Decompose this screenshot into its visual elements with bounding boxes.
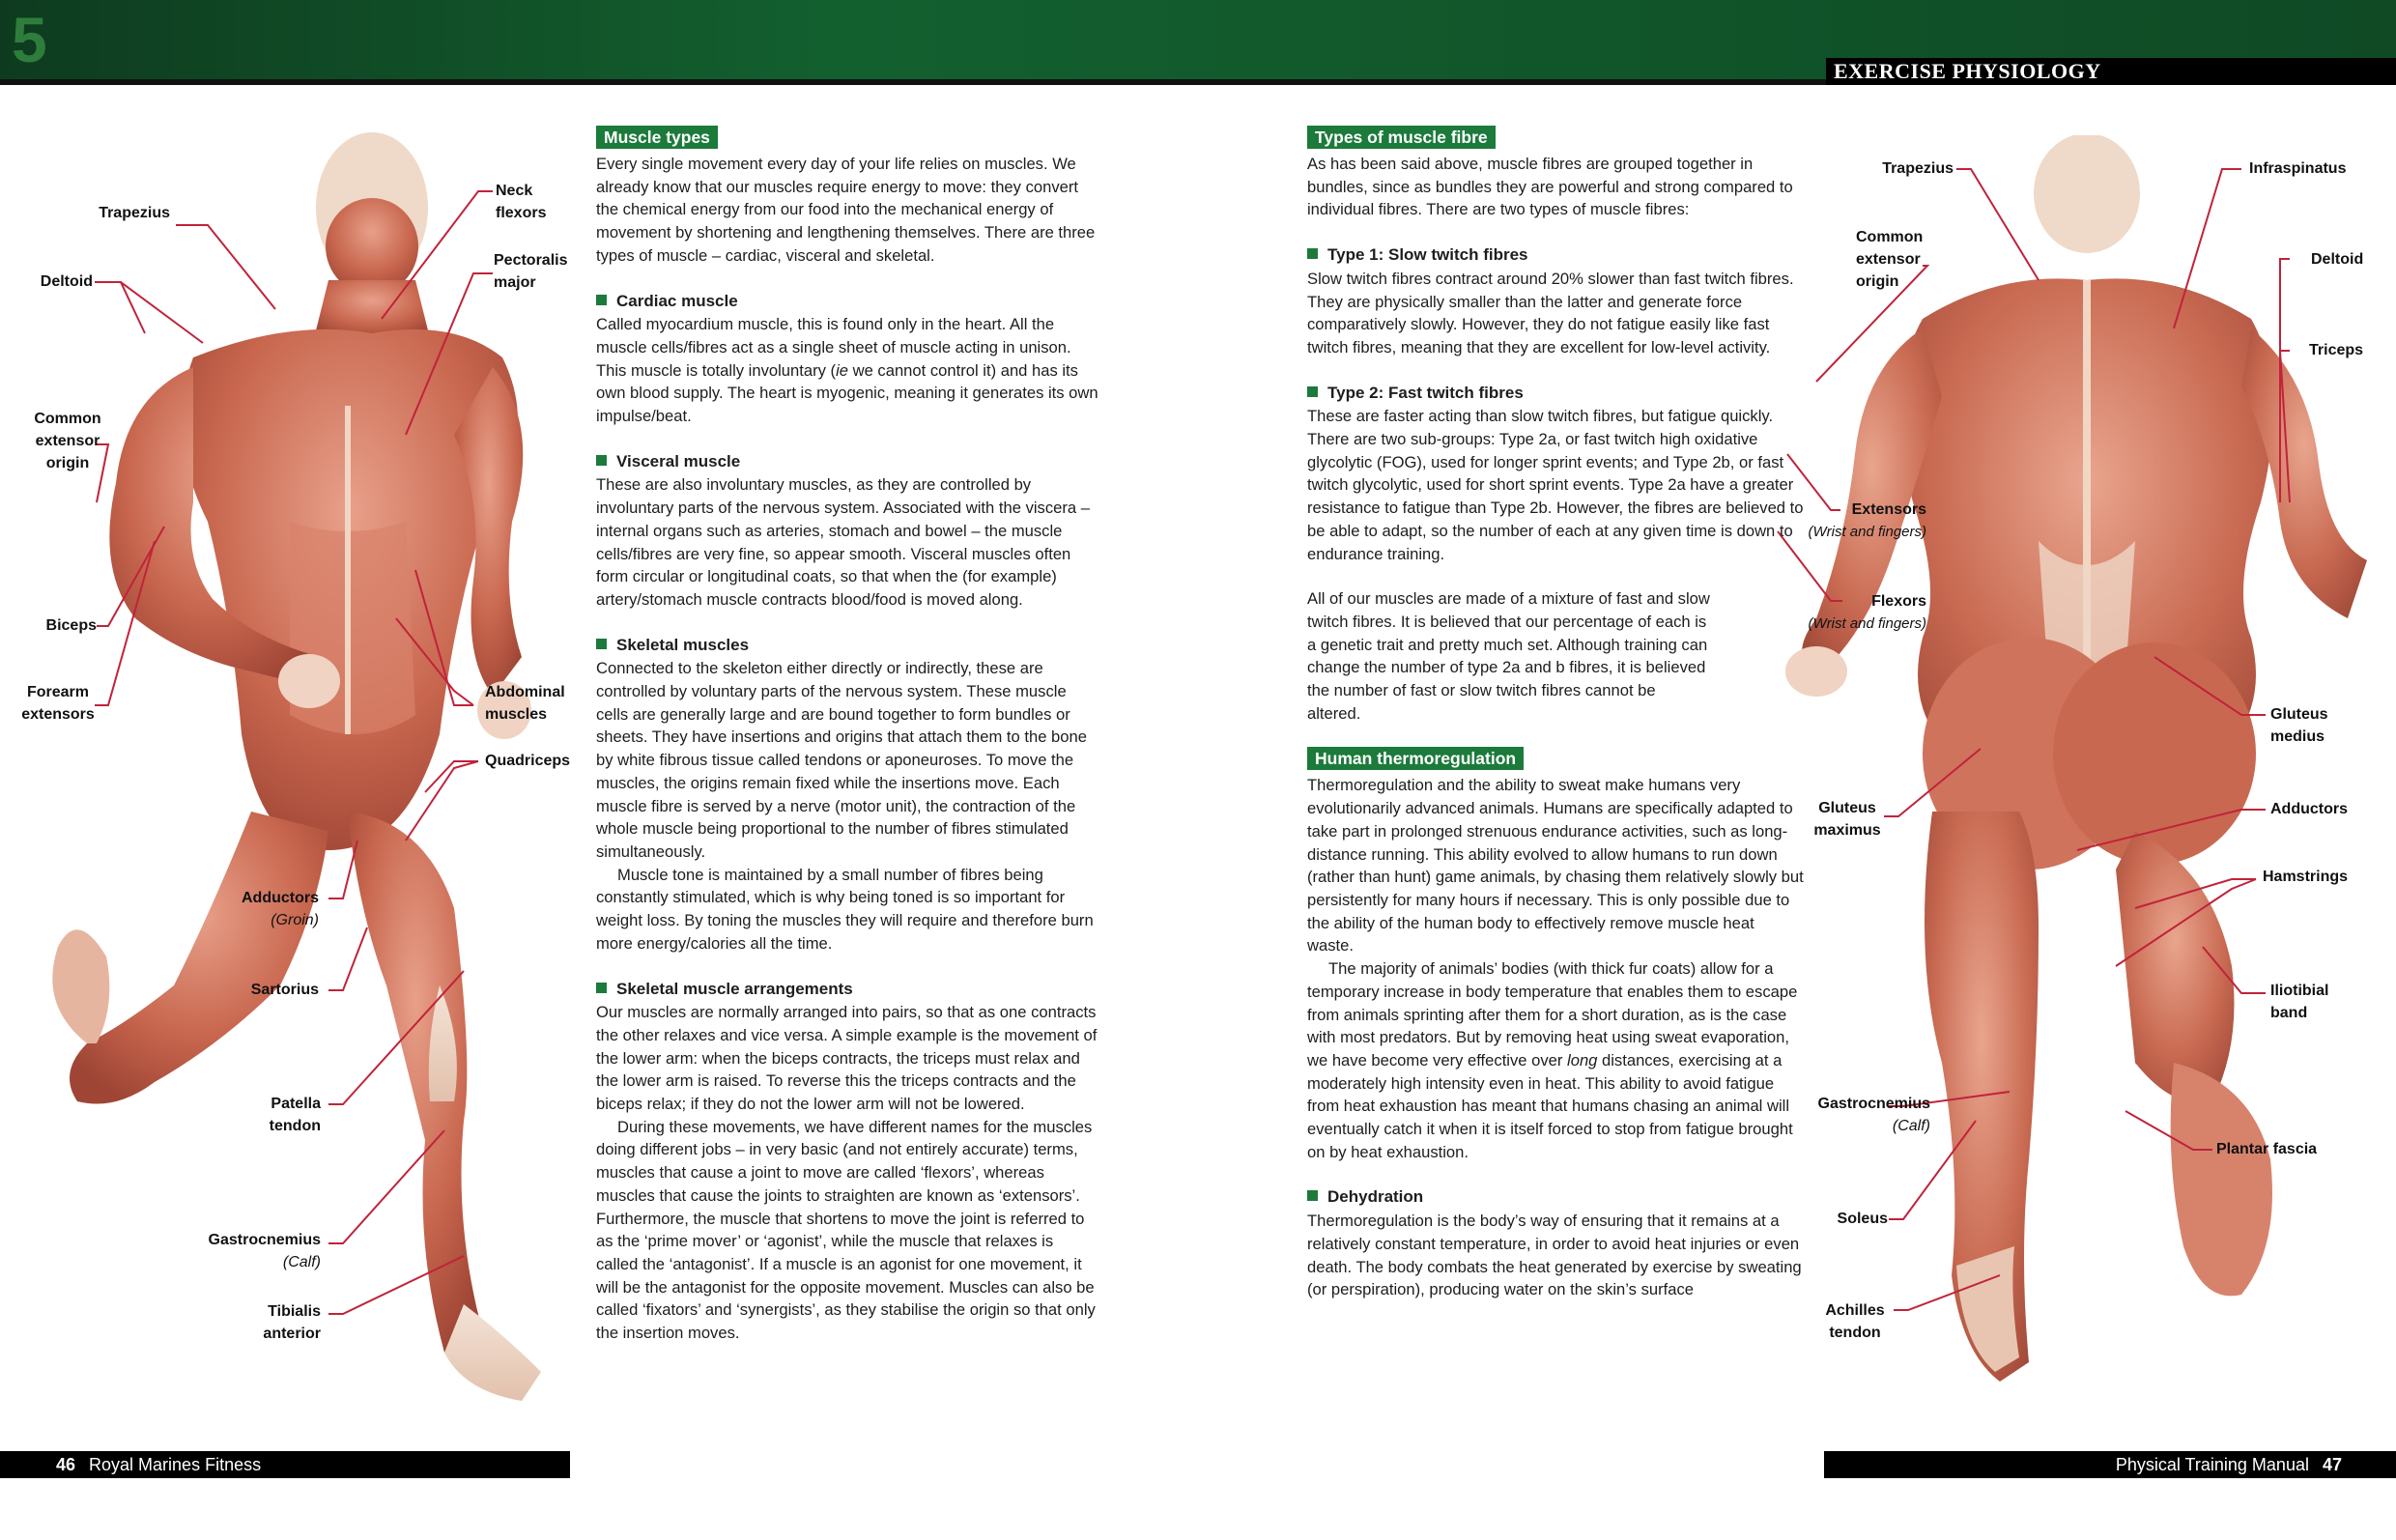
label-infraspinatus: Infraspinatus [2249,160,2347,177]
bullet-square-icon [596,983,607,993]
bullet-square-icon [1307,386,1318,397]
label-common-extensor-front: Common extensor origin [34,411,101,471]
cardiac-body: Called myocardium muscle, this is found only in the heart. All the muscle cells/fibres act as a single sheet of muscle acting in unison. This muscle is totally involuntary (ie we cannot control it) and has its own blood supply. The heart is myogenic, meaning it generates its own impulse/beat. [596,315,1098,426]
bullet-square-icon [1307,248,1318,259]
chapter-number: 5 [12,4,47,75]
label-tibialis-anterior: Tibialis anterior [263,1303,321,1342]
page-number-left: 46 [56,1455,76,1474]
label-achilles-tendon: Achilles tendon [1825,1302,1885,1341]
heading-thermoregulation: Human thermoregulation [1307,747,1524,770]
thermo-body-2: The majority of animals’ bodies (with thick fur coats) allow for a temporary increase in body temperature that enables them to escape from animals sprinting after them for a short duration, as is the case with most predators. But by removing heat using sweat evaporation, we have become very effective over long distances, exercising at a moderately high intensity even in heat. This ability to avoid fatigue from heat exhaustion has meant that humans chasing an animal will eventually catch it when it is itself forced to stop from fatigue brought on by heat exhaustion. [1307,959,1798,1161]
label-gastrocnemius-back: Gastrocnemius (Calf) [1817,1096,1930,1134]
label-trapezius-front: Trapezius [99,205,170,221]
subheading-type2: Type 2: Fast twitch fibres [1307,382,1805,405]
right-text-column [1307,126,1805,1301]
label-sartorius: Sartorius [250,982,319,998]
label-forearm-extensors-front: Forearm extensors [21,684,95,723]
label-patella-tendon: Patella tendon [269,1096,321,1134]
label-trapezius-back: Trapezius [1882,160,1954,177]
skeletal-body-2: Muscle tone is maintained by a small number of fibres being constantly stimulated, which is why being toned is so important for weight loss. By toning the muscles they will require and therefore burn more energy/calories all the time. [596,865,1094,953]
arrangements-body-2: During these movements, we have different names for the muscles doing different jobs – in very basic (and not entirely accurate) terms, muscles that cause a joint to move are called ‘flexors’, whereas muscles that cause the joints to straighten are known as ‘extensors’. Furthermore, the muscle that shortens to move the joint is referred to as the ‘prime mover’ or ‘agonist’, while the muscle that relaxes is called the ‘antagonist’. If a muscle is an agonist for one movement, it will be the antagonist for the opposite movement. Muscles can also be called ‘fixators’ and ‘synergists’, as they stabilise the origin so that only the insertion moves. [596,1117,1096,1343]
thermo-body: Thermoregulation and the ability to sweat make humans very evolutionarily advanced animals. Humans are specifically adapted to take part in prolonged strenuous endurance activities, such as long-distance running. This ability evolved to allow humans to run down (rather than hunt) game animals, by chasing them relatively slowly but persistently for many hours if necessary. This is only possible due to the ability of the human body to effectively remove muscle heat waste. [1307,776,1804,955]
bullet-square-icon [596,639,607,649]
label-gastrocnemius-front: Gastrocnemius (Calf) [208,1232,321,1270]
visceral-body: These are also involuntary muscles, as they are controlled by involuntary parts of the nervous system. Associated with the viscera – internal organs such as arteries, stomach and bowel – the muscle cells/fibres are very fine, so appear smooth. Visceral muscles often form circular or longitudinal coats, so that when the (for example) artery/stomach muscle contracts blood/food is moved along. [596,475,1090,609]
label-adductors-front: Adductors (Groin) [242,890,319,928]
footer-right [1824,1451,2396,1478]
heading-muscle-fibre: Types of muscle fibre [1307,126,1496,149]
dehydration-body: Thermoregulation is the body’s way of ensuring that it remains at a relatively constant temperature, in order to avoid heat injuries or even death. The body combats the heat generated by exercise by sweating (or perspiration), producing water on the skin’s surface [1307,1212,1802,1299]
footer-left [0,1451,570,1478]
left-text-column [596,126,1098,1345]
fibre-mixture: All of our muscles are made of a mixture of fast and slow twitch fibres. It is believed that our percentage of each is a genetic trait and pretty much set. Although training can change the number of type 2a and b fibres, it is believed the number of fast or slow twitch fibres cannot be altered. [1307,589,1710,723]
heading-muscle-types: Muscle types [596,126,718,149]
label-hamstrings: Hamstrings [2263,869,2349,885]
label-gluteus-medius: Gluteus medius [2270,706,2328,745]
bullet-square-icon [596,295,607,305]
label-deltoid-back: Deltoid [2311,251,2364,268]
footer-right-title: Physical Training Manual [2115,1455,2309,1474]
subheading-visceral: Visceral muscle [596,450,1098,473]
fibre-intro: As has been said above, muscle fibres are grouped together in bundles, since as bundles they are powerful and strong compared to individual fibres. There are two types of muscle fibres: [1307,155,1793,219]
subheading-skeletal: Skeletal muscles [596,634,1098,657]
skeletal-body: Connected to the skeleton either directly or indirectly, these are controlled by voluntary parts of the nervous system. These muscle cells are generally large and are bound together to form bundles or sheets. They have insertions and origins that attach them to the bone by white fibrous tissue called tendons or aponeuroses. To move the muscles, the origins remain fixed while the insertions move. Each muscle fibre is served by a nerve (motor unit), the contraction of the whole muscle being proportional to the number of fibres stimulated simultaneously. [596,659,1087,861]
muscle-types-intro: Every single movement every day of your life relies on muscles. We already know that our muscles require energy to move: they convert the chemical energy from our food into the mechanical energy of movement by shortening and lengthening themselves. There are three types of muscle – cardiac, visceral and skeletal. [596,155,1096,265]
label-adductors-back: Adductors [2270,801,2348,817]
label-gluteus-maximus: Gluteus maximus [1813,800,1881,839]
label-pectoralis-major: Pectoralis major [494,252,568,291]
label-extensors-back: Extensors (Wrist and fingers) [1808,501,1926,540]
type2-body: These are faster acting than slow twitch fibres, but fatigue quickly. There are two sub-groups: Type 2a, or fast twitch high oxidative glycolytic (FOG), used for longer sprint events; and Type 2b, or fast twitch glycolytic, used for short sprint events. Type 2a have a greater resistance to fatigue than Type 2b. However, the fibres are believed to be able to adapt, so the number of each at any given time is down to endurance training. [1307,407,1804,563]
label-deltoid-front: Deltoid [40,273,93,290]
bullet-square-icon [1307,1190,1318,1201]
subheading-arrangements: Skeletal muscle arrangements [596,978,1098,1001]
page-number-right: 47 [2322,1455,2342,1474]
label-plantar-fascia: Plantar fascia [2216,1141,2318,1157]
label-triceps: Triceps [2309,342,2364,358]
footer-left-title: Royal Marines Fitness [89,1455,262,1474]
arrangements-body: Our muscles are normally arranged into pairs, so that as one contracts the other relaxes and vice versa. A simple example is the movement of the lower arm: when the biceps contracts, the triceps must relax and the lower arm is raised. To reverse this the triceps contracts and the biceps relax; if they do not the lower arm will not be lowered. [596,1003,1098,1114]
label-biceps-front: Biceps [45,617,97,634]
subheading-cardiac: Cardiac muscle [596,290,1098,313]
label-quadriceps: Quadriceps [485,753,571,769]
label-iliotibial-band: Iliotibial band [2270,983,2329,1021]
label-neck-flexors: Neck flexors [496,183,547,221]
bullet-square-icon [596,455,607,466]
subheading-type1: Type 1: Slow twitch fibres [1307,243,1805,267]
label-flexors-back: Flexors (Wrist and fingers) [1808,593,1926,632]
section-title: EXERCISE PHYSIOLOGY [1826,58,2396,85]
label-common-extensor-back: Common extensor origin [1856,229,1924,290]
label-abdominal-muscles: Abdominal muscles [485,684,565,723]
label-soleus: Soleus [1837,1211,1888,1227]
subheading-dehydration: Dehydration [1307,1185,1805,1209]
type1-body: Slow twitch fibres contract around 20% slower than fast twitch fibres. They are physically smaller than the latter and generate force comparatively slowly. However, they do not fatigue easily like fast twitch fibres, meaning that they are excellent for low-level activity. [1307,269,1794,356]
